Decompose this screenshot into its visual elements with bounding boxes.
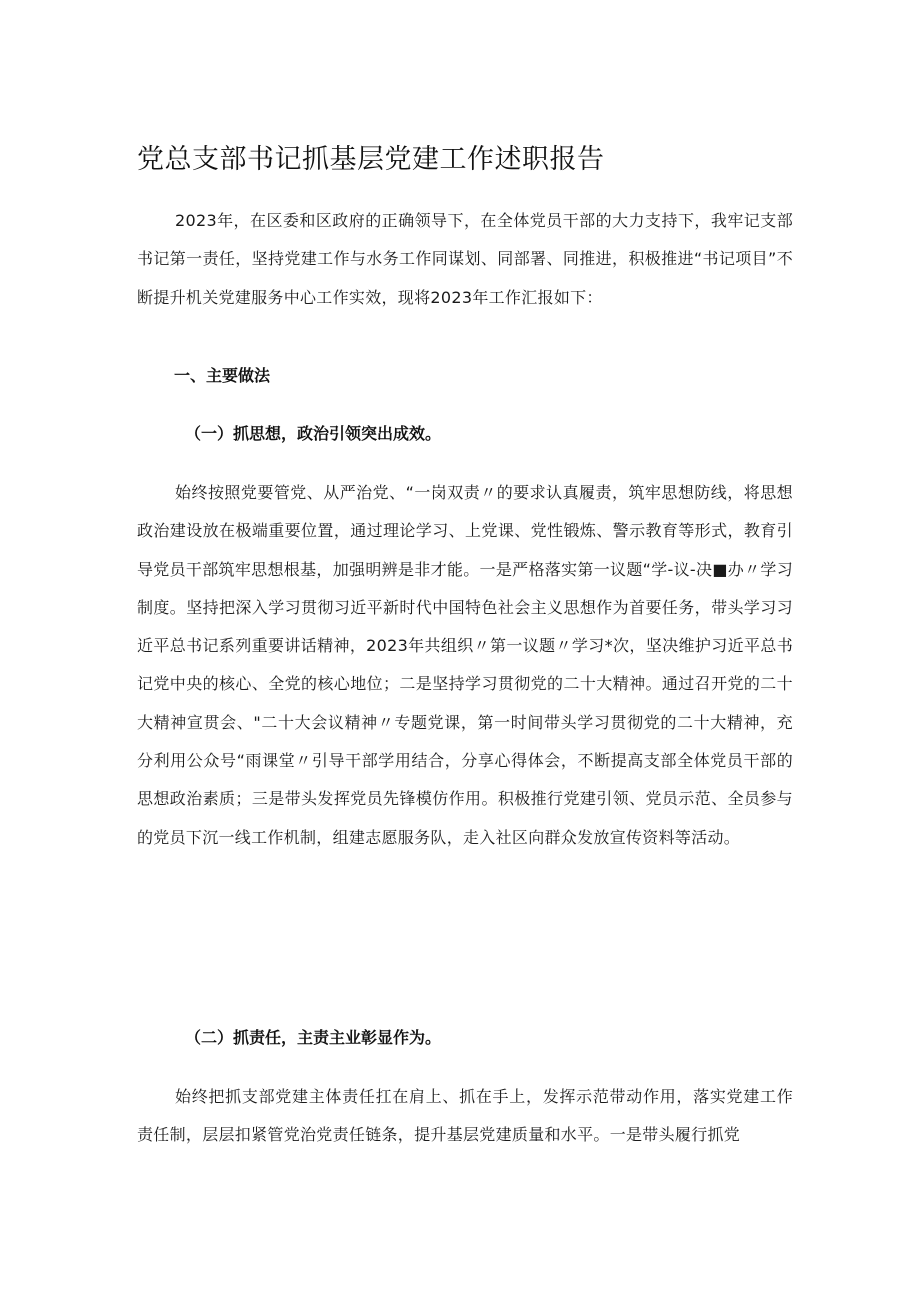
subsection-heading-ideology: （一）抓思想，政治引领突出成效。 (185, 424, 442, 443)
subsection-heading-responsibility: （二）抓责任，主责主业彰显作为。 (185, 1028, 442, 1047)
document-title: 党总支部书记抓基层党建工作述职报告 (137, 144, 605, 175)
ideology-paragraph: 始终按照党要管党、从严治党、“一岗双责〃的要求认真履责，筑牢思想防线，将思想政治建设放在极端重要位置，通过理论学习、上党课、党性锻炼、警示教育等形式，教育引导党员干部筑牢思想根基，加强明辨是非才能。一是严格落实第一议题“学-议-决■办〃学习制度。坚持把深入学习贯彻习近平新时代中国特色社会主义思想作为首要任务，带头学习习近平总书记系列重要讲话精神，2023年共组织〃第一议题〃学习*次，坚决维护习近平总书记党中央的核心、全党的核心地位；二是坚持学习贯彻党的二十大精神。通过召开党的二十大精神宣贯会、"二十大会议精神〃专题党课，第一时间带头学习贯彻党的二十大精神，充分利用公众号“雨课堂〃引导干部学用结合，分享心得体会，不断提高支部全体党员干部的思想政治素质；三是带头发挥党员先锋模仿作用。积极推行党建引领、党员示范、全员参与的党员下沉一线工作机制，组建志愿服务队，走入社区向群众发放宣传资料等活动。 (137, 483, 793, 847)
section-heading-main-practices: 一、主要做法 (174, 366, 271, 385)
intro-paragraph: 2023年，在区委和区政府的正确领导下，在全体党员干部的大力支持下，我牢记支部书记第一责任，坚持党建工作与水务工作同谋划、同部署、同推进，积极推进“书记项目”不断提升机关党建服务中心工作实效，现将2023年工作汇报如下： (137, 211, 793, 307)
responsibility-paragraph: 始终把抓支部党建主体责任扛在肩上、抓在手上，发挥示范带动作用，落实党建工作责任制，层层扣紧管党治党责任链条，提升基层党建质量和水平。一是带头履行抓党 (137, 1087, 793, 1145)
